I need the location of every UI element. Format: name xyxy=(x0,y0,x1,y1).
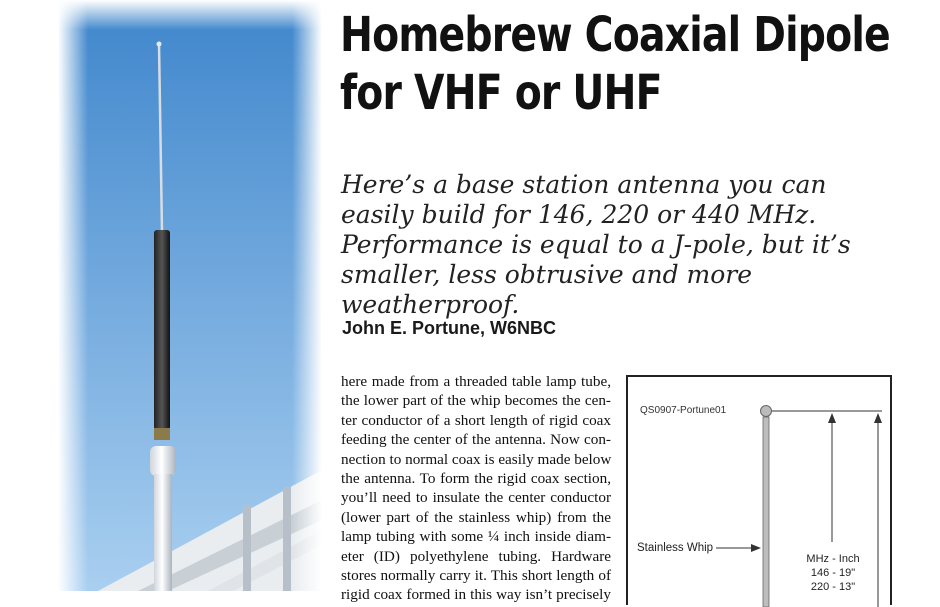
whip-rod xyxy=(763,417,769,607)
body-line: here made from a threaded table lamp tube, xyxy=(341,373,611,390)
dimension-table xyxy=(798,552,868,594)
body-line: ter conductor of a short length of rigid coax xyxy=(341,411,611,429)
whip-tip xyxy=(761,406,772,417)
body-line: lamp tubing with some ¼ inch inside diam- xyxy=(341,528,611,546)
title-line-1: Homebrew Coaxial Dipole xyxy=(340,7,890,63)
arrowhead-up-icon xyxy=(874,413,882,423)
figure-id: QS0907-Portune01 xyxy=(640,405,727,416)
whip-label: Stainless Whip xyxy=(637,542,714,554)
dimension-table-row: 220 - 13" xyxy=(810,581,856,593)
article-title xyxy=(340,6,890,122)
body-line: you’ll need to insulate the center conductor xyxy=(341,489,611,507)
antenna-diagram xyxy=(626,375,892,605)
antenna-photo xyxy=(58,0,322,591)
article-deck: Here’s a base station antenna you can easily build for 146, 220 or 440 MHz. Performance is equal to a J-pole, but it’s smaller, less obtrusive and more weatherproof. xyxy=(341,170,851,319)
body-line: feeding the center of the antenna. Now con- xyxy=(341,431,611,449)
body-line: stores normally carry it. This short length of xyxy=(341,567,611,585)
body-line: rigid coax formed in this way isn’t precisely xyxy=(341,586,611,604)
dimension-table-header: MHz - Inch xyxy=(806,553,860,565)
byline: John E. Portune, W6NBC xyxy=(342,318,557,338)
title-line-2: for VHF or UHF xyxy=(340,65,662,121)
arrowhead-up-icon xyxy=(828,413,836,423)
body-line: the lower part of the whip becomes the cen- xyxy=(341,392,611,410)
body-line: the antenna. To form the rigid coax section, xyxy=(341,470,611,488)
arrowhead-right-icon xyxy=(751,544,761,552)
body-line: nection to normal coax is easily made below xyxy=(341,450,612,468)
body-column xyxy=(341,372,611,605)
body-line: (lower part of the stainless whip) from the xyxy=(341,508,611,526)
dimension-table-row: 146 - 19" xyxy=(810,567,856,579)
body-line: eter (ID) polyethylene tubing. Hardware xyxy=(341,547,611,565)
